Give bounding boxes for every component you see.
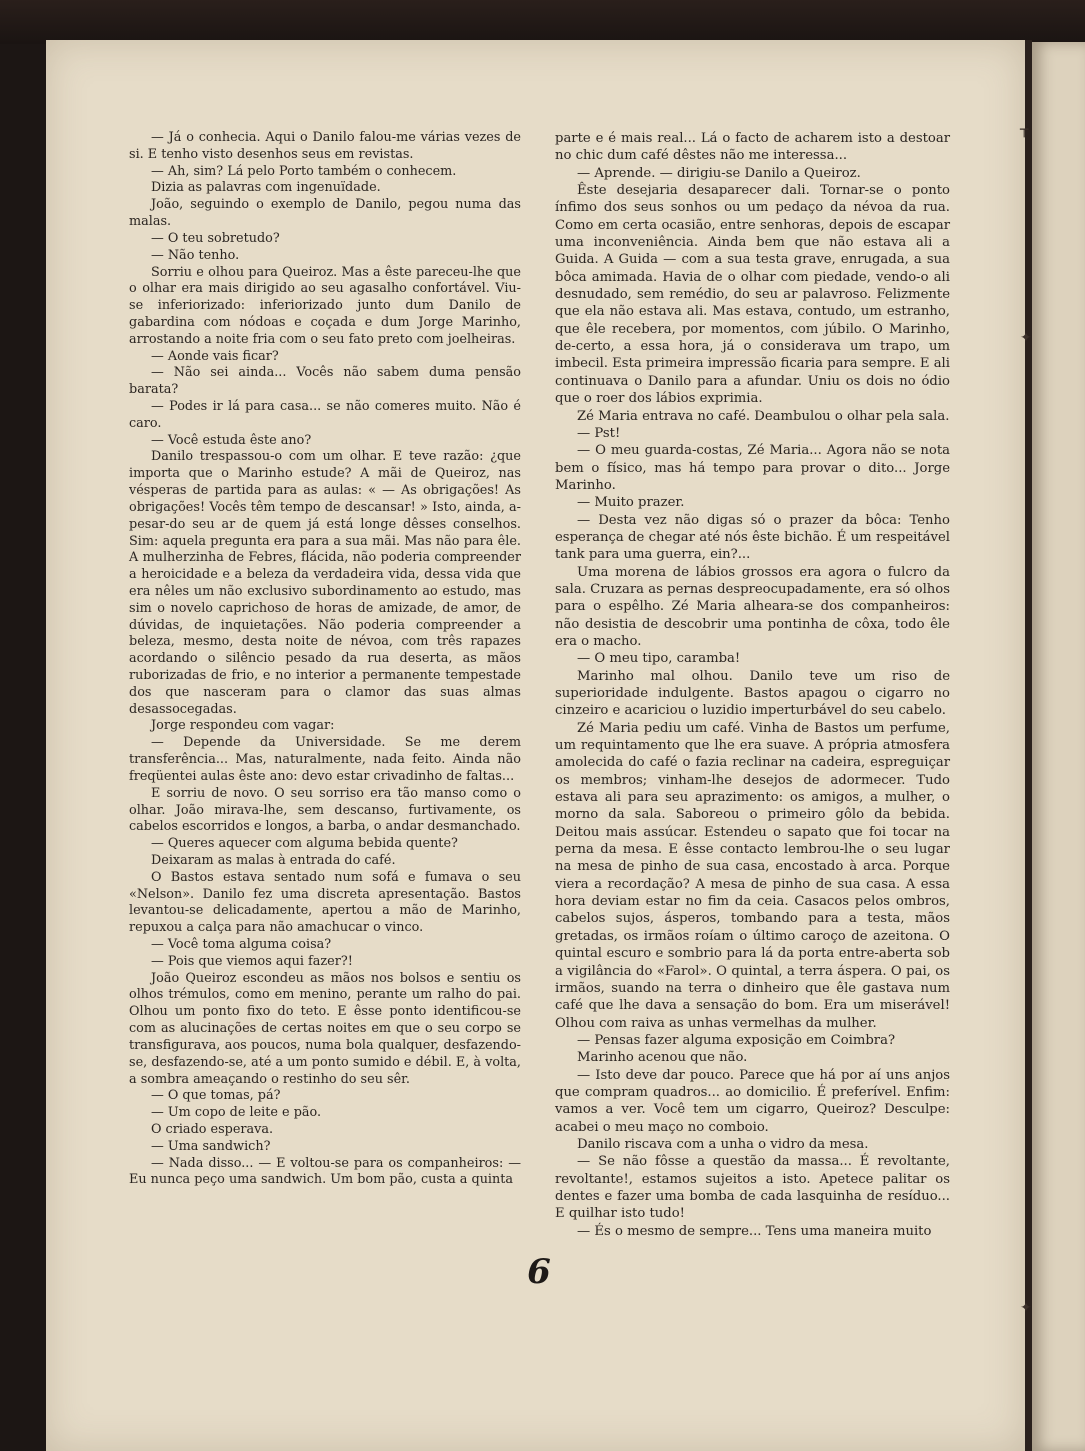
scan-background-band xyxy=(0,0,1085,44)
paragraph: — Pois que viemos aqui fazer?! xyxy=(151,953,353,969)
paragraph: — Não tenho. xyxy=(151,247,240,263)
paragraph: E sorriu de novo. O seu sorriso era tão manso como o olhar. João mirava-lhe, sem descanso, furtivamente, os cabelos escorridos e longos, a barba, o andar desmanchado. xyxy=(129,785,521,835)
paragraph: — Queres aquecer com alguma bebida quente? xyxy=(151,836,458,852)
paragraph: — Não sei ainda... Vocês não sabem duma pensão barata? xyxy=(129,365,521,398)
paragraph: Marinho acenou que não. xyxy=(577,1050,748,1066)
paragraph: Deixaram as malas à entrada do café. xyxy=(151,852,396,868)
paragraph: — Nada disso... — E voltou-se para os companheiros: — Eu nunca peço uma sandwich. Um bom pão, custa a quinta xyxy=(129,1155,521,1188)
paragraph: — O que tomas, pá? xyxy=(151,1088,281,1104)
paragraph: João Queiroz escondeu as mãos nos bolsos e sentiu os olhos trémulos, como em menino, perante um ralho do pai. Olhou um ponto fixo do teto. E êsse ponto identificou-se com as alucinações de certas noites em que o seu corpo se transfigurava, aos poucos, numa bola qualquer, desfazendo-se, desfazendo-se, até a um ponto sumido e débil. E, à volta, a sombra ameaçando o restinho do seu sêr. xyxy=(129,970,521,1087)
paragraph: — O meu guarda-costas, Zé Maria... Agora não se nota bem o físico, mas há tempo para provar o dito... Jorge Marinho. xyxy=(555,443,950,493)
paragraph: Zé Maria entrava no café. Deambulou o olhar pela sala. xyxy=(577,408,950,424)
paragraph: — Ah, sim? Lá pelo Porto também o conhecem. xyxy=(151,163,457,179)
paragraph: — És o mesmo de sempre... Tens uma maneira muito xyxy=(577,1223,932,1239)
paragraph: Jorge respondeu com vagar: xyxy=(151,718,335,734)
paragraph: O Bastos estava sentado num sofá e fumava o seu «Nelson». Danilo fez uma discreta apresentação. Bastos levantou-se delicadamente, apertou a mão de Marinho, repuxou a calça para não amachucar o vinco. xyxy=(129,869,521,936)
paragraph: — Pst! xyxy=(577,425,621,441)
paragraph: — O meu tipo, caramba! xyxy=(577,651,741,667)
margin-mark: ✦ xyxy=(1020,1300,1032,1316)
paragraph: — Se não fôsse a questão da massa... É revoltante, revoltante!, estamos sujeitos a isto. Apetece palitar os dentes e fazer uma bomba de cada lasquinha de resíduo... E quilhar isto tudo! xyxy=(555,1154,950,1222)
paragraph: — Isto deve dar pouco. Parece que há por aí uns anjos que compram quadros... ao domicilio. É preferível. Enfim: vamos a ver. Você tem um cigarro, Queiroz? Desculpe: acabei o meu maço no comboio. xyxy=(555,1067,950,1135)
paragraph: Zé Maria pediu um café. Vinha de Bastos um perfume, um requintamento que lhe era suave. A própria atmosfera amolecida do café o fazia reclinar na cadeira, espreguiçar os membros; vinham-lhe desejos de adormecer. Tudo estava ali para seu aprazimento: os amigos, a mulher, o morno da sala. Saboreou o primeiro gôlo da bebida. Deitou mais assúcar. Estendeu o sapato que foi tocar na perna da mesa. E êsse contacto lembrou-lhe o seu lugar na mesa de pinho de sua casa, encostado à arca. Porque viera a recordação? A mesa de pinho de sua casa. A essa hora deviam estar no fim da ceia. Casacos pelos ombros, cabelos sujos, ásperos, tombando para a testa, mãos gretadas, os irmãos roíam o último caroço de azeitona. O quintal escuro e sombrio para lá da porta entre-aberta sob a vigilância do «Farol». O quintal, a terra áspera. O pai, os irmãos, suando na terra o dinheiro que êle gastava num café que lhe dava a sensação do bom. Era um miserável! Olhou com raiva as unhas vermelhas da mulher. xyxy=(555,720,950,1031)
paragraph: — Pensas fazer alguma exposição em Coimbra? xyxy=(577,1032,896,1048)
margin-mark: ✦ xyxy=(1020,330,1032,346)
paragraph: Danilo trespassou-o com um olhar. E teve razão: ¿que importa que o Marinho estude? A mãi de Queiroz, nas vésperas de partida para as aulas: « — As obrigações! As obrigações! Vocês têm tempo de descansar! » Isto, ainda, a-pesar-do seu ar de quem já está longe dêsses conselhos. Sim: aquela pregunta era para a sua mãi. Mas não para êle. A mulherzinha de Febres, flácida, não poderia compreender a heroicidade e a beleza da verdadeira vida, dessa vida que era nêles um não exclusivo subordinamento ao estudo, mas sim o novelo caprichoso de horas de amizade, de amor, de dúvidas, de inquietações. Não poderia compreender a beleza, mesmo, desta noite de névoa, com três rapazes acordando o silêncio pesado da rua deserta, as mãos ruborizadas de frio, e no interior a permanente tempestade dos que nasceram para o clamor das suas almas desassocegadas. xyxy=(129,449,521,717)
paragraph: — Aprende. — dirigiu-se Danilo a Queiroz. xyxy=(577,165,861,181)
page-gutter xyxy=(1025,40,1032,1451)
left-text-column xyxy=(129,130,521,1189)
adjacent-page-edge xyxy=(1032,42,1085,1451)
page-number: 6 xyxy=(527,1252,551,1292)
paragraph: — Muito prazer. xyxy=(577,495,685,511)
paragraph: Dizia as palavras com ingenuïdade. xyxy=(151,180,381,196)
paragraph: Êste desejaria desaparecer dali. Tornar-se o ponto ínfimo dos seus sonhos ou um pedaço da névoa da rua. Como em certa ocasião, entre senhoras, depois de escapar uma inconveniência. Ainda bem que não estava ali a Guida. A Guida — com a sua testa grave, enrugada, a sua bôca amimada. Havia de o olhar com piedade, vendo-o ali desnudado, sem remédio, do seu ar palavroso. Felizmente que ela não estava ali. Mas estava, contudo, um estranho, que êle recebera, por momentos, com júbilo. O Marinho, de-certo, a essa hora, já o considerava um trapo, um imbecil. Esta primeira impressão ficaria para sempre. E ali continuava o Danilo para a afundar. Uniu os dois no ódio que o roer dos lábios exprimia. xyxy=(555,183,950,407)
paragraph: O criado esperava. xyxy=(151,1121,274,1137)
paragraph: Marinho mal olhou. Danilo teve um riso de superioridade indulgente. Bastos apagou o cigarro no cinzeiro e acariciou o luzidio imperturbável do seu cabelo. xyxy=(555,668,950,719)
paragraph: Sorriu e olhou para Queiroz. Mas a êste pareceu-lhe que o olhar era mais dirigido ao seu agasalho confortável. Viu-se inferiorizado: inferiorizado junto dum Danilo de gabardina com nódoas e coçada e dum Jorge Marinho, arrostando a noite fria com o seu fato preto com joelheiras. xyxy=(129,264,521,347)
paragraph: — Uma sandwich? xyxy=(151,1138,271,1154)
paragraph: — Já o conhecia. Aqui o Danilo falou-me várias vezes de si. E tenho visto desenhos seus em revistas. xyxy=(129,130,521,162)
paragraph: Danilo riscava com a unha o vidro da mesa. xyxy=(577,1136,869,1152)
paragraph: João, seguindo o exemplo de Danilo, pegou numa das malas. xyxy=(129,197,521,230)
paragraph: — Desta vez não digas só o prazer da bôca: Tenho esperança de chegar até nós êste bichão. É um respeitável tank para uma guerra, ein?... xyxy=(555,512,950,563)
right-text-column xyxy=(555,130,950,1240)
paragraph: — Aonde vais ficar? xyxy=(151,348,279,364)
paragraph: — Depende da Universidade. Se me derem transferência... Mas, naturalmente, nada feito. Ainda não freqüentei aulas êste ano: devo estar crivadinho de faltas... xyxy=(129,735,521,784)
paragraph: — Você estuda êste ano? xyxy=(151,432,312,448)
paragraph: — O teu sobretudo? xyxy=(151,230,280,246)
paragraph: — Podes ir lá para casa... se não comeres muito. Não é caro. xyxy=(129,399,521,431)
paragraph: Uma morena de lábios grossos era agora o fulcro da sala. Cruzara as pernas despreocupadamente, era só olhos para o espêlho. Zé Maria alheara-se dos companheiros: não desistia de descobrir uma pontinha de côxa, todo êle era o macho. xyxy=(555,564,950,649)
paragraph: parte e é mais real... Lá o facto de acharem isto a destoar no chic dum café dêstes não me interessa... xyxy=(555,131,950,164)
paragraph: — Você toma alguma coisa? xyxy=(151,937,332,952)
margin-mark: ┬ xyxy=(1020,122,1029,138)
paragraph: — Um copo de leite e pão. xyxy=(151,1105,322,1121)
